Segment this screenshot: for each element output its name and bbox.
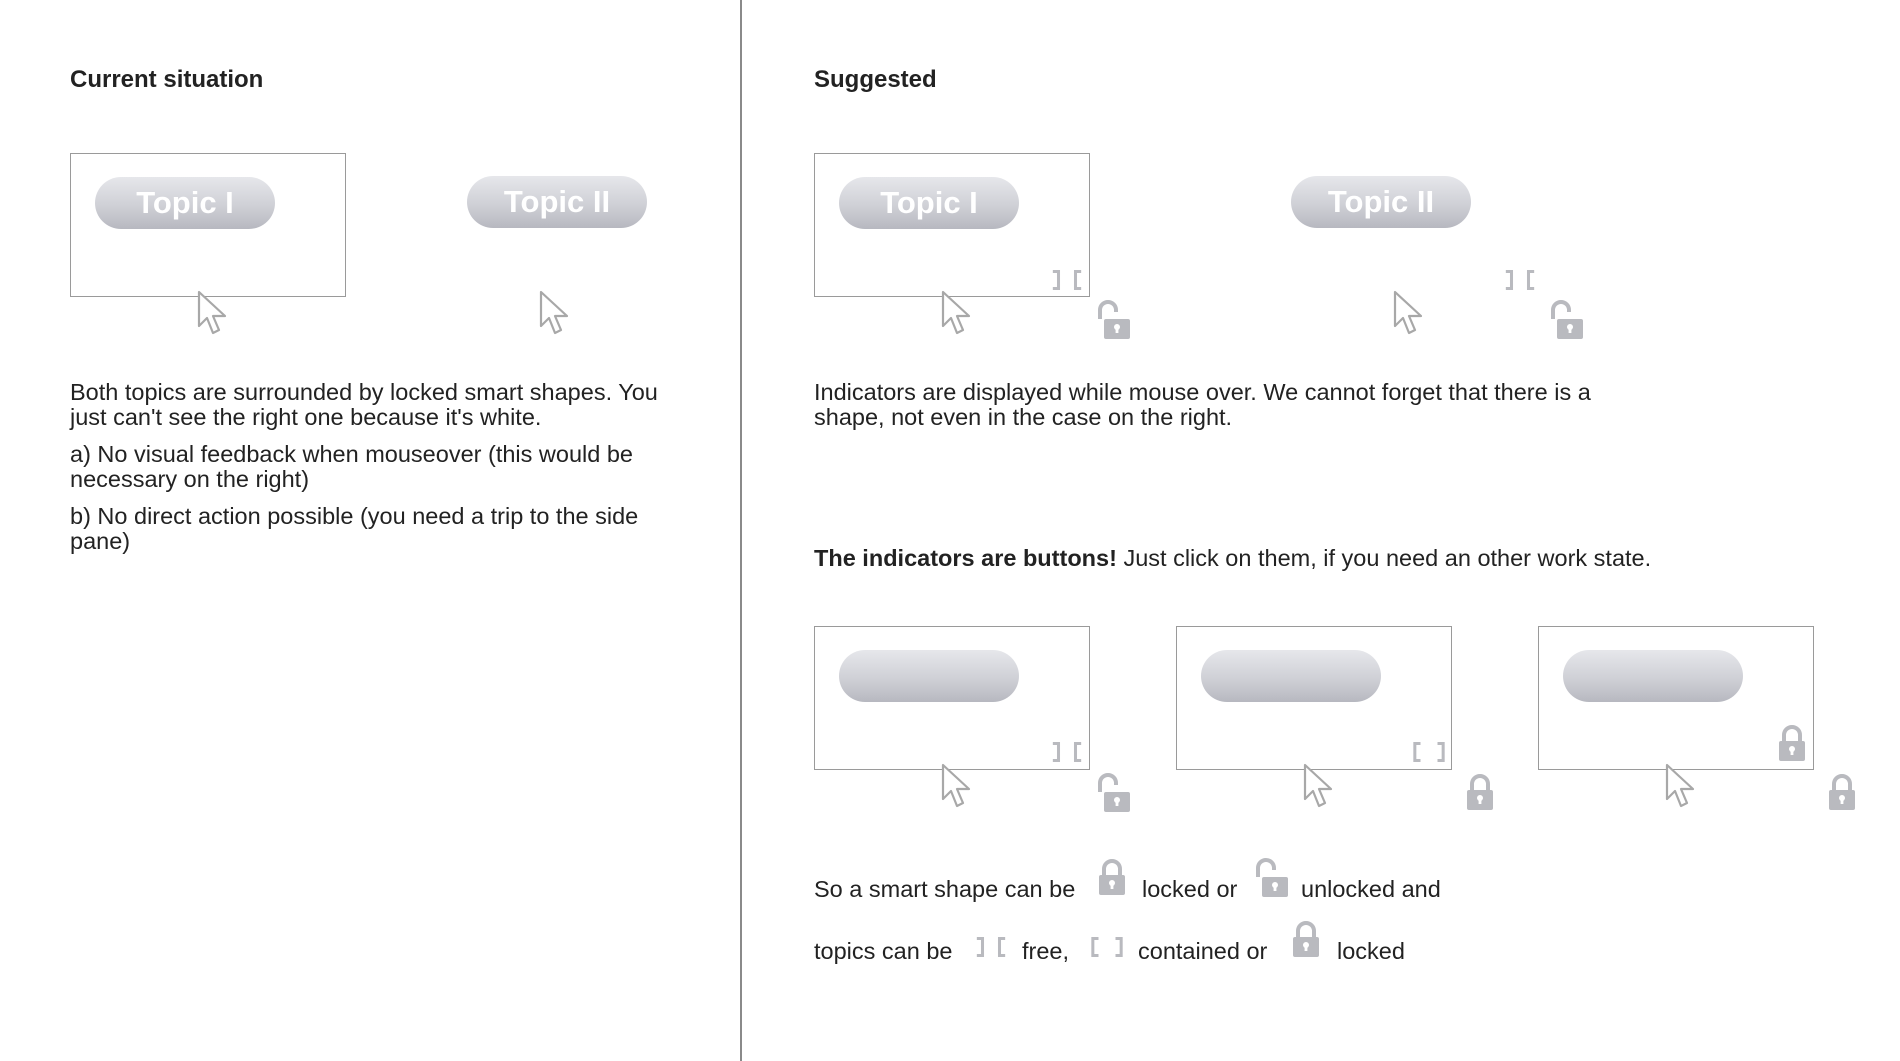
left-description xyxy=(70,380,660,566)
smart-shape-suggested[interactable] xyxy=(814,153,1090,297)
unlock-icon xyxy=(1254,858,1290,898)
lock-icon[interactable] xyxy=(1464,773,1496,813)
cursor-icon xyxy=(1303,763,1337,811)
free-icon[interactable] xyxy=(1050,740,1084,764)
contained-icon[interactable] xyxy=(1412,740,1446,764)
cursor-icon xyxy=(1665,763,1699,811)
buttons-note-rest: Just click on them, if you need an other work state. xyxy=(1116,545,1652,571)
topic-pill-2[interactable]: Topic II xyxy=(1291,176,1471,228)
left-paragraph-3: b) No direct action possible (you need a trip to the side pane) xyxy=(70,503,639,554)
state-box-contained[interactable] xyxy=(1176,626,1452,770)
legend-free: free, xyxy=(1022,938,1070,964)
right-heading: Suggested xyxy=(814,66,937,93)
lock-icon xyxy=(1290,920,1322,960)
topic-pill-1[interactable]: Topic I xyxy=(95,177,275,229)
cursor-icon xyxy=(197,290,231,338)
legend-unlocked: unlocked and xyxy=(1301,876,1441,902)
legend-topic-locked: locked xyxy=(1337,938,1405,964)
free-icon[interactable] xyxy=(1050,268,1084,292)
topic-pill-blank[interactable] xyxy=(1201,650,1381,702)
topic-pill-1[interactable]: Topic I xyxy=(839,177,1019,229)
suggested-description: Indicators are displayed while mouse over. We cannot forget that there is a shape, not even in the case on the right. xyxy=(814,379,1591,430)
lock-icon xyxy=(1096,858,1128,898)
topic-pill-2[interactable]: Topic II xyxy=(467,176,647,228)
lock-icon[interactable] xyxy=(1826,773,1858,813)
legend-line1-prefix: So a smart shape can be xyxy=(814,876,1076,902)
buttons-note xyxy=(814,545,1651,572)
unlock-icon[interactable] xyxy=(1096,773,1132,813)
state-box-free[interactable] xyxy=(814,626,1090,770)
cursor-icon xyxy=(1393,290,1427,338)
column-divider xyxy=(740,0,742,1061)
left-heading: Current situation xyxy=(70,66,264,93)
contained-icon xyxy=(1090,935,1124,959)
cursor-icon xyxy=(539,290,573,338)
state-box-locked[interactable] xyxy=(1538,626,1814,770)
legend-line2-prefix: topics can be xyxy=(814,938,953,964)
lock-icon[interactable] xyxy=(1776,724,1808,764)
free-icon xyxy=(974,935,1008,959)
left-paragraph-1: Both topics are surrounded by locked smart shapes. You just can't see the right one because it's white. xyxy=(70,379,658,430)
topic-pill-blank[interactable] xyxy=(1563,650,1743,702)
unlock-icon[interactable] xyxy=(1549,300,1585,340)
free-icon[interactable] xyxy=(1503,268,1537,292)
cursor-icon xyxy=(941,290,975,338)
unlock-icon[interactable] xyxy=(1096,300,1132,340)
smart-shape-left[interactable] xyxy=(70,153,346,297)
left-paragraph-2: a) No visual feedback when mouseover (this would be necessary on the right) xyxy=(70,441,633,492)
topic-pill-blank[interactable] xyxy=(839,650,1019,702)
cursor-icon xyxy=(941,763,975,811)
legend-contained: contained or xyxy=(1138,938,1268,964)
buttons-note-bold: The indicators are buttons! xyxy=(814,545,1117,571)
legend-locked: locked or xyxy=(1142,876,1238,902)
